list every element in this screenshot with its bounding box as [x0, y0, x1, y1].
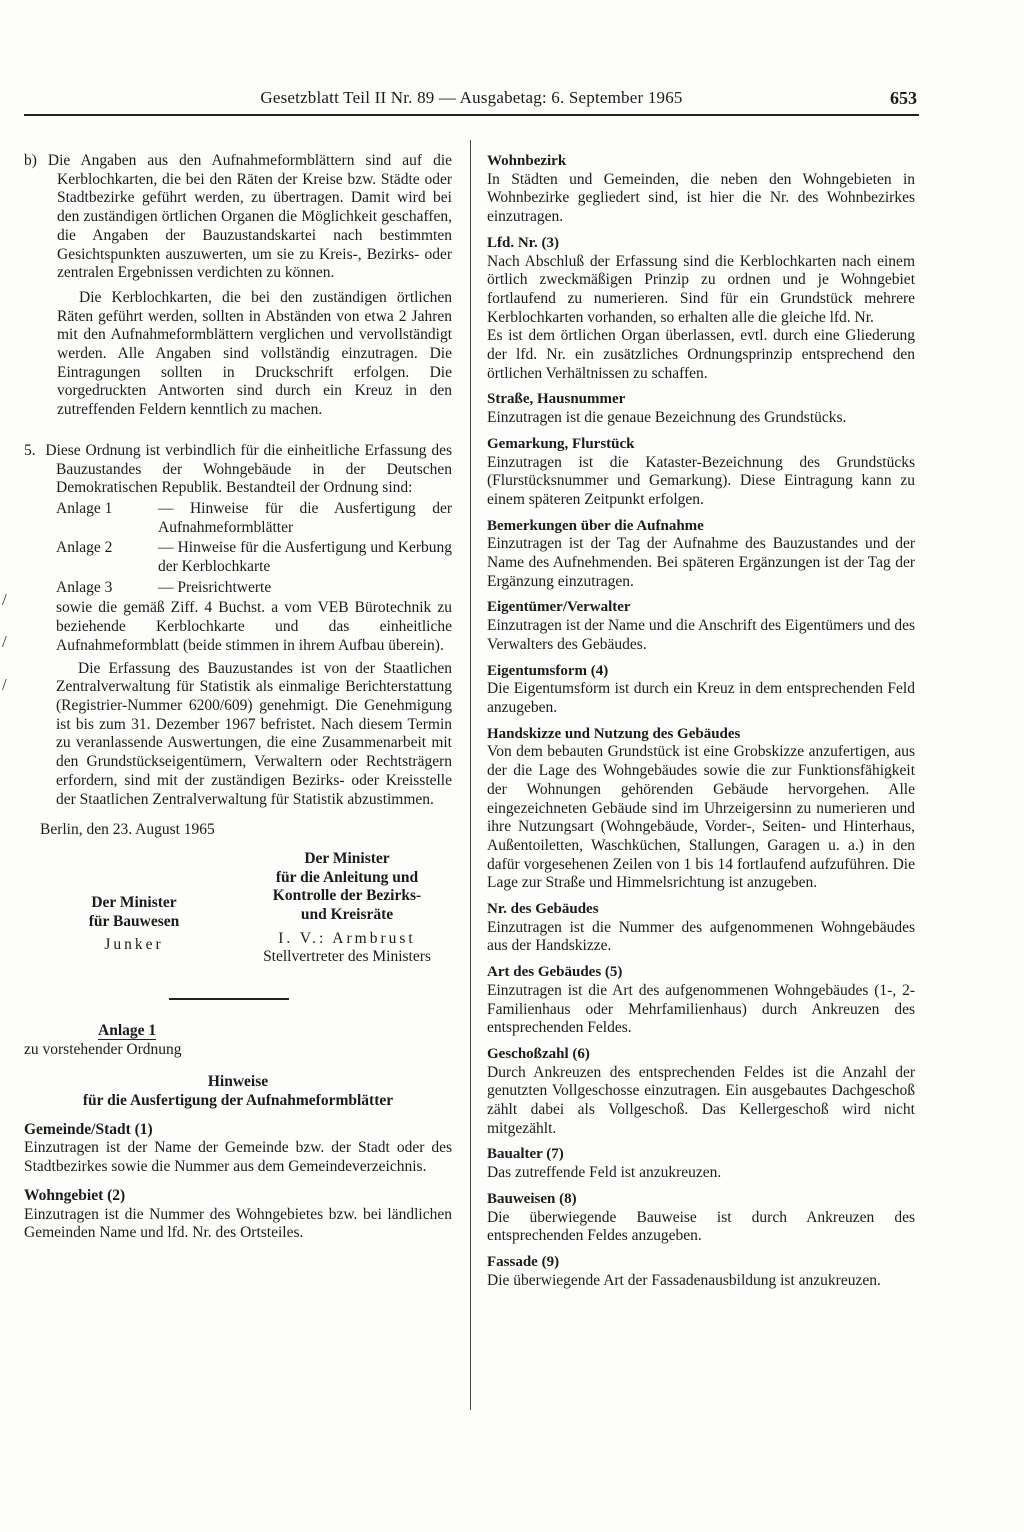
sig-left-title-1: Der Minister — [91, 893, 177, 911]
page-number: 653 — [890, 88, 917, 108]
anlage-item — [56, 579, 452, 598]
margin-mark: / — [2, 632, 7, 651]
section-text: Einzutragen ist die Nummer des Wohngebietes bzw. bei ländlichen Gemeinden Name und lfd. Nr. des Ortsteiles. — [24, 1205, 452, 1242]
item-5-paragraph-2: Die Erfassung des Bauzustandes ist von der Staatlichen Zentralverwaltung für Statistik als einmalige Berichterstattung (Registrier-Nummer 6200/609) genehmigt. Die Genehmigung ist bis zum 31. Dezember 1967 befristet. Nach diesem Termin zu veranlassende Auswertungen, die eine Zusammenarbeit mit den Grundstückseigentümern, Verwaltern oder Rechtsträgern erfordern, sind mit der zuständigen Bezirks- oder Kreisstelle der Staatlichen Zentralverwaltung für Statistik abzustimmen. — [56, 659, 452, 808]
section-heading: Straße, Hausnummer — [487, 391, 626, 408]
anlage-text: — Hinweise für die Ausfertigung der Aufnahmeformblätter — [158, 499, 452, 536]
para-b-text: Die Angaben aus den Aufnahmeformblättern sind auf die Kerblochkarten, die bei den Räten der Kreise bzw. Städte oder Stadtbezirke geführt werden, zu übertragen. Damit wird bei den zuständigen örtlichen Organen die Möglichkeit geschaffen, die Angaben der Bauzustandskartei nach bestimmten Gesichtspunkten auszuwerten, um sie zu Kreis-, Bezirks- oder zentralen Ergebnissen verdichten zu können. — [47, 152, 453, 282]
section-text: Die Eigentumsform ist durch ein Kreuz in dem entsprechenden Feld anzugeben. — [487, 680, 915, 716]
section-heading: Art des Gebäudes (5) — [487, 964, 623, 981]
sig-right-name: I. V.: Armbrust — [278, 929, 416, 947]
section-text: In Städten und Gemeinden, die neben den Wohngebieten in Wohnbezirke gegliedert sind, ist hier die Nr. des Wohnbezirkes einzutragen. — [487, 170, 915, 226]
sig-left-title-2: für Bauwesen — [88, 912, 180, 930]
margin-mark: / — [2, 590, 7, 609]
paragraph-b — [24, 152, 452, 283]
section-heading: Gemarkung, Flurstück — [487, 435, 635, 452]
section-text: Von dem bebauten Grundstück ist eine Grobskizze anzufertigen, aus der die Lage des Wohngebäudes sowie die zur Funktionsfähigkeit der Wohnungen gehörenden Gebäude hervorgehen. Alle eingezeichneten Gebäude sind im Uhrzeigersinn zu numerieren und ihre Nutzungsart (Wohngebäude, Vorder-, Seiten- und Hinterhaus, Außentoiletten, Waschküchen, Stallungen, Garagen u. a.) in den dafür vorgesehenen Zeilen von 1 bis 14 fortlaufend aufzuführen. Die Lage zur Straße und Himmelsrichtung ist anzugeben. — [487, 743, 915, 892]
sig-left-name: Junker — [104, 936, 164, 954]
section-heading: Wohnbezirk — [487, 153, 567, 169]
anlage-item — [56, 500, 452, 537]
signature-right — [242, 850, 452, 967]
section-text: Das zutreffende Feld ist anzukreuzen. — [487, 1164, 722, 1182]
column-divider — [470, 140, 471, 1410]
anlage-label: Anlage 3 — [56, 578, 113, 596]
signature-left — [64, 894, 204, 955]
section-text: Einzutragen ist die Kataster-Bezeichnung des Grundstücks (Flurstücksnummer und Gemarkung). Diese Eintragung kann zu einem späteren Zeitpunkt erfolgen. — [487, 453, 915, 508]
place-date: Berlin, den 23. August 1965 — [40, 821, 215, 839]
section-text-2: Es ist dem örtlichen Organ überlassen, evtl. durch eine Gliederung der lfd. Nr. ein zusätzliches Ordnungsprinzip entsprechend den örtlichen Verhältnissen zu schaffen. — [487, 327, 915, 382]
signatures — [24, 846, 452, 996]
item-5-text: Diese Ordnung ist verbindlich für die einheitliche Erfassung des Bauzustandes der Wohngebäude in der Deutschen Demokratischen Republik. Bestandteil der Ordnung sind: — [45, 441, 453, 497]
para-b-label: b) — [24, 152, 37, 169]
header-title: Gesetzblatt Teil II Nr. 89 — Ausgabetag: 6. September 1965 — [260, 88, 683, 107]
sig-right-title-4: und Kreisräte — [300, 906, 394, 924]
section-heading: Geschoßzahl (6) — [487, 1045, 590, 1062]
section-heading: Eigentümer/Verwalter — [487, 599, 631, 616]
item-5-label: 5. — [24, 441, 36, 459]
anlage-1-subtitle: zu vorstehender Ordnung — [24, 1040, 182, 1058]
section-heading: Lfd. Nr. (3) — [487, 234, 559, 251]
sig-right-role: Stellvertreter des Ministers — [263, 948, 431, 966]
section-heading: Bemerkungen über die Aufnahme — [487, 517, 704, 534]
anlagen-list — [24, 500, 452, 809]
sig-right-title-1: Der Minister — [304, 849, 390, 867]
section-text: Einzutragen ist der Name und die Anschrift des Eigentümers und des Verwalters des Gebäudes. — [487, 617, 915, 653]
section-heading: Baualter (7) — [487, 1146, 564, 1163]
anlage-text: — Preisrichtwerte — [158, 578, 272, 596]
hinweise-heading — [24, 1073, 452, 1110]
section-rule — [169, 998, 289, 1000]
hinweise-line-2: für die Ausfertigung der Aufnahmeformblätter — [82, 1092, 394, 1110]
hinweise-line-1: Hinweise — [207, 1073, 269, 1091]
anlage-1-title — [24, 1022, 452, 1041]
item-5 — [24, 442, 452, 498]
anlage-item — [56, 539, 452, 576]
section-heading: Bauweisen (8) — [487, 1190, 577, 1207]
section-heading: Eigentumsform (4) — [487, 662, 609, 679]
anlage-1-title-text: Anlage 1 — [98, 1021, 157, 1039]
section-heading: Fassade (9) — [487, 1253, 560, 1270]
section-text: Die überwiegende Art der Fassadenausbildung ist anzukreuzen. — [487, 1271, 881, 1289]
left-column — [24, 152, 452, 1243]
item-5-after: sowie die gemäß Ziff. 4 Buchst. a vom VEB Bürotechnik zu beziehende Kerblochkarte und das einheitliche Aufnahmeformblatt (beide stimmen in ihrem Aufbau überein). — [56, 599, 452, 654]
anlage-label: Anlage 1 — [56, 499, 113, 517]
paragraph-b-continued: Die Kerblochkarten, die bei den zuständigen örtlichen Räten geführt werden, sollten in Abständen von etwa 2 Jahren mit den Aufnahmeformblättern verglichen und vervollständigt werden. Alle Angaben sind vollständig einzutragen. Die Eintragungen sollten in Druckschrift erfolgen. Die vorgedruckten Antworten sind durch ein Kreuz in den zutreffenden Feldern kenntlich zu machen. — [57, 288, 452, 419]
section-text: Die überwiegende Bauweise ist durch Ankreuzen des entsprechenden Feldes anzugeben. — [487, 1208, 915, 1245]
margin-mark: / — [2, 675, 7, 694]
section-text: Einzutragen ist die genaue Bezeichnung des Grundstücks. — [487, 409, 847, 427]
section-text: Durch Ankreuzen des entsprechenden Feldes ist die Anzahl der genutzten Vollgeschosse einzutragen. Ein ausgebautes Dachgeschoß zählt dabei als Vollgeschoß. Das Kellergeschoß wird nicht mitgezählt. — [487, 1063, 915, 1137]
anlage-text: — Hinweise für die Ausfertigung und Kerbung der Kerblochkarte — [158, 539, 452, 576]
section-heading: Gemeinde/Stadt (1) — [24, 1120, 153, 1138]
section-heading: Handskizze und Nutzung des Gebäudes — [487, 725, 741, 742]
section-text: Nach Abschluß der Erfassung sind die Kerblochkarten nach einem örtlich zweckmäßigen Prinzip zu ordnen und je Wohngebiet fortlaufend zu numerieren. Sind für ein Grundstück mehrere Kerblochkarten vorhanden, so erhalten alle die gleiche lfd. Nr. — [487, 252, 915, 326]
sig-right-title-3: Kontrolle der Bezirks- — [272, 887, 422, 905]
section-text: Einzutragen ist der Name der Gemeinde bzw. der Stadt oder des Stadtbezirkes sowie die Nummer aus dem Gemeindeverzeichnis. — [24, 1139, 452, 1176]
right-column — [487, 152, 915, 1290]
section-text: Einzutragen ist die Art des aufgenommenen Wohngebäudes (1-, 2-Familienhaus oder Mehrfamilienhaus) durch Ankreuzen des entsprechenden Feldes. — [487, 981, 915, 1037]
anlage-label: Anlage 2 — [56, 539, 113, 557]
sig-right-title-2: für die Anleitung und — [275, 868, 419, 886]
page-header — [24, 88, 919, 116]
section-heading: Wohngebiet (2) — [24, 1186, 126, 1204]
section-text: Einzutragen ist der Tag der Aufnahme des Bauzustandes und der Name des Aufnehmenden. Bei späteren Ergänzungen ist der Tag der Ergänzung einzutragen. — [487, 535, 915, 590]
section-text: Einzutragen ist die Nummer des aufgenommenen Wohngebäudes aus der Handskizze. — [487, 918, 915, 955]
section-heading: Nr. des Gebäudes — [487, 901, 599, 918]
